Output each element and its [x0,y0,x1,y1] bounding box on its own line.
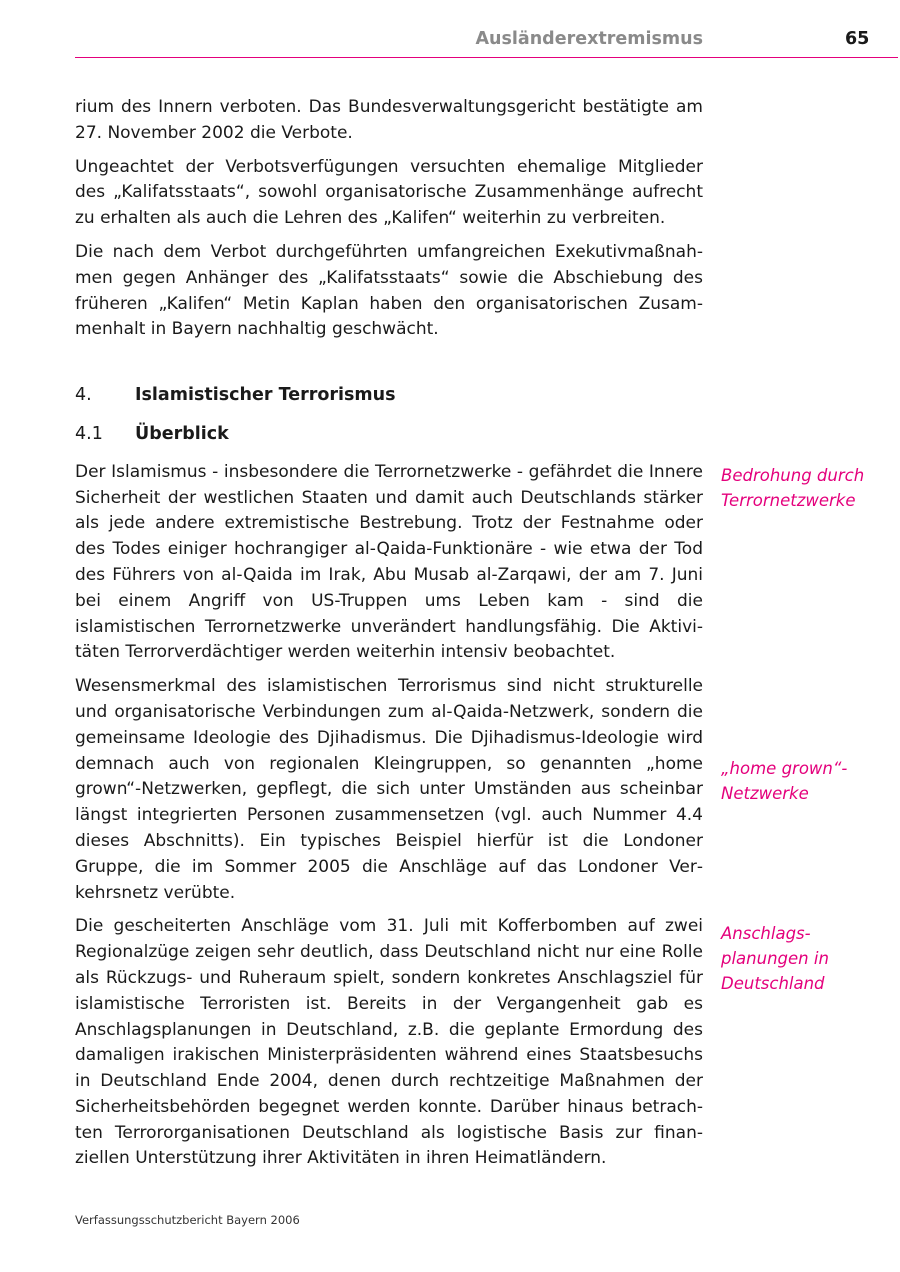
margin-note-line: planungen in [721,949,829,969]
margin-note-line: Terrornetzwerke [721,491,856,511]
page-number: 65 [845,29,870,49]
header-divider [75,57,898,58]
header-title: Ausländerextremismus [475,29,703,49]
body-paragraph: Wesensmerkmal des islamistischen Terrorismus sind nicht strukturelle und organisatorische Verbindungen zum al-Qaida-Netzwerk, sondern die gemeinsame Ideologie des Djihadismus. Die Djihadismus-Ideologie wird demnach auch von regionalen Kleingruppen, so genannten „home grown“-Netzwerken, gepflegt, die sich unter Umständen aus scheinbar längst integrierten Personen zusammensetzen (vgl. auch Nummer 4.4 dieses Abschnitts). Ein typisches Beispiel hierfür ist die Londoner Gruppe, die im Sommer 2005 die Anschläge auf das Londoner Verkehrsnetz verübte. [75,676,703,903]
body-paragraph: Die gescheiterten Anschläge vom 31. Juli mit Kofferbomben auf zwei Regionalzüge zeigen sehr deutlich, dass Deutschland nicht nur eine Rolle als Rückzugs- und Ruheraum spielt, sondern konkretes Anschlagsziel für islamistische Terroristen ist. Bereits in der Vergangenheit gab es Anschlagsplanungen in Deutschland, z.B. die geplante Ermordung des damaligen irakischen Ministerpräsidenten während eines Staatsbesuchs in Deutschland Ende 2004, denen durch rechtzeitige Maßnahmen der Sicherheitsbehörden begegnet werden konnte. Darüber hinaus betrachten Terrororganisationen Deutschland als logistische Basis zur finanziellen Unterstützung ihrer Aktivitäten in ihren Heimatländern. [75,916,703,1169]
margin-note-home-grown [721,756,896,806]
section-heading [75,383,703,409]
body-paragraph: rium des Innern verboten. Das Bundesverwaltungsgericht bestätigte am 27. November 2002 die Verbote. [75,97,703,143]
body-paragraph: Ungeachtet der Verbotsverfügungen versuchten ehemalige Mitglieder des „Kalifatsstaats“, sowohl organisatorische Zusammenhänge aufrecht zu erhalten als auch die Lehren des „Kalifen“ weiterhin zu verbreiten. [75,156,703,229]
section-number: 4. [75,385,92,406]
margin-note-line: Bedrohung durch [721,466,865,485]
margin-note-threat [721,463,896,513]
section-title: Islamistischer Terrorismus [135,385,396,406]
subsection-title: Überblick [135,423,229,444]
body-paragraph: Die nach dem Verbot durchgeführten umfangreichen Exekutivmaßnahmen gegen Anhänger des „Kalifatsstaats“ sowie die Abschiebung des früheren „Kalifen“ Metin Kaplan haben den organisatorischen Zusammenhalt in Bayern nachhaltig geschwächt. [75,241,703,340]
subsection-heading [75,422,703,448]
margin-note-line: Anschlags- [721,924,811,943]
margin-note-line: Netzwerke [721,784,809,804]
body-paragraph: Der Islamismus - insbesondere die Terrornetzwerke - gefährdet die Innere Sicherheit der westlichen Staaten und damit auch Deutschlands stärker als jede andere extremistische Bestrebung. Trotz der Festnahme oder des Todes einiger hochrangiger al-Qaida-Funktionäre - wie etwa der Tod des Führers von al-Qaida im Irak, Abu Musab al-Zarqawi, der am 7. Juni bei einem Angriff von US-Truppen ums Leben kam - sind die islamistischen Terrornetzwerke unverändert handlungsfähig. Die Aktivitäten Terrorverdächtiger werden weiterhin intensiv beobachtet. [75,461,703,663]
main-text-column [75,95,703,1172]
margin-note-line: „home grown“- [721,759,848,778]
margin-note-attack-planning [721,921,896,997]
margin-note-line: Deutschland [721,974,825,994]
page-footer: Verfassungsschutzbericht Bayern 2006 [75,1213,300,1227]
subsection-number: 4.1 [75,423,103,444]
